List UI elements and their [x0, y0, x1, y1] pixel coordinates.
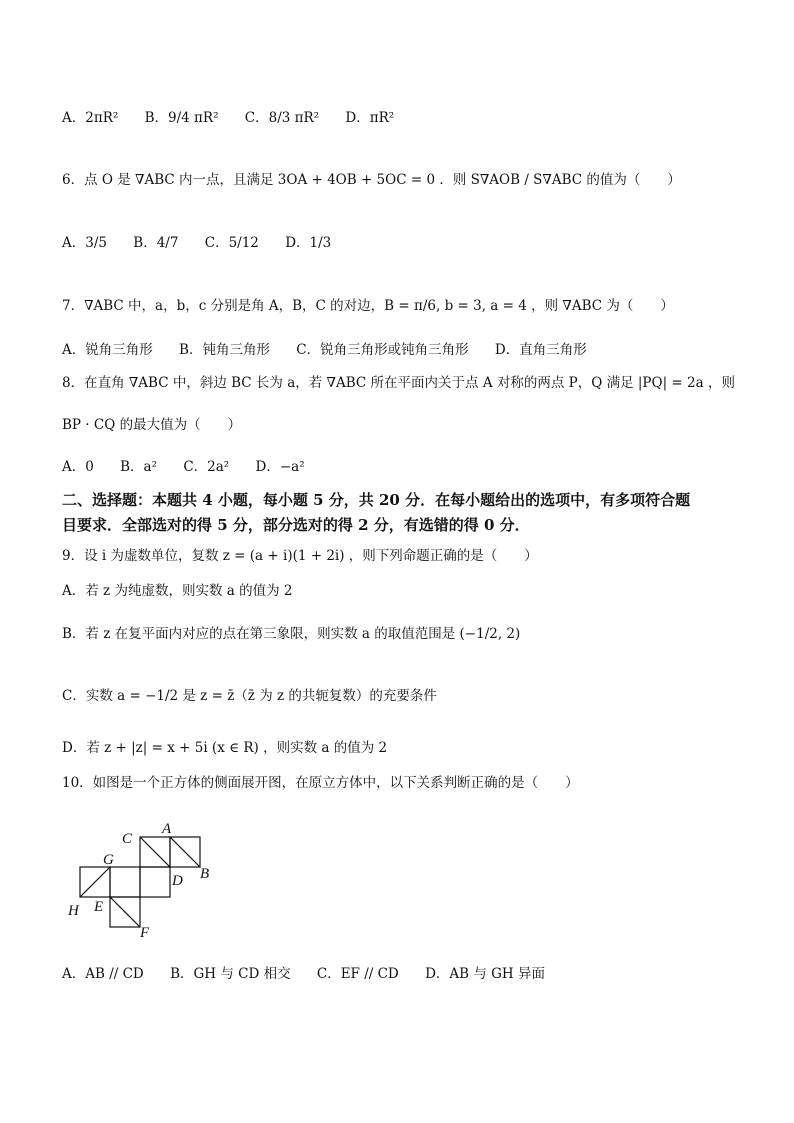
q5-option-d: D．πR²	[345, 110, 395, 126]
q9-option-d: D．若 z + |z| = x + 5i (x ∈ R) ，则实数 a 的值为 2	[62, 740, 388, 756]
q7-option-c: C．锐角三角形或钝角三角形	[296, 342, 469, 358]
q7-options	[62, 340, 609, 360]
label-a: A	[162, 821, 172, 837]
q9-stem: 9．设 i 为虚数单位，复数 z = (a + i)(1 + 2i) ，则下列命题正确的是（ ）	[62, 548, 538, 564]
label-d: D	[172, 873, 183, 889]
q10-option-d: D．AB 与 GH 异面	[425, 966, 545, 982]
q6-option-a: A．3/5	[62, 235, 107, 251]
q6-option-c: C．5/12	[204, 235, 259, 251]
q7-option-a: A．锐角三角形	[62, 342, 153, 358]
label-f: F	[140, 925, 150, 941]
q8-options	[62, 457, 327, 477]
q9-option-c: C．实数 a = −1/2 是 z = z̄（z̄ 为 z 的共轭复数）的充要条件	[62, 688, 437, 704]
q6-stem: 6．点 O 是 ∇ABC 内一点，且满足 3OA + 4OB + 5OC = 0 ．则 S∇AOB / S∇ABC 的值为（ ）	[62, 172, 681, 188]
q5-option-a: A．2πR²	[62, 110, 119, 126]
q6-option-d: D．1/3	[285, 235, 332, 251]
q10-option-b: B．GH 与 CD 相交	[170, 966, 291, 982]
q6-option-b: B．4/7	[133, 235, 179, 251]
section2-heading-line1: 二、选择题：本题共 4 小题，每小题 5 分，共 20 分．在每小题给出的选项中，有多项符合题	[62, 491, 691, 509]
q8-stem-line2: BP · CQ 的最大值为（ ）	[62, 417, 242, 433]
q8-stem-line1: 8．在直角 ∇ABC 中，斜边 BC 长为 a，若 ∇ABC 所在平面内关于点 A 对称的两点 P，Q 满足 |PQ| = 2a ，则	[62, 375, 735, 391]
label-b: B	[200, 866, 210, 882]
q8-option-d: D．−a²	[255, 459, 305, 475]
q6-options	[62, 233, 353, 253]
q5-options	[62, 108, 416, 128]
q8-option-b: B．a²	[120, 459, 158, 475]
q8-option-a: A．0	[62, 459, 94, 475]
q9-option-a: A．若 z 为纯虚数，则实数 a 的值为 2	[62, 583, 293, 599]
q5-option-c: C．8/3 πR²	[244, 110, 320, 126]
cube-net-diagram	[66, 815, 226, 945]
q5-option-b: B．9/4 πR²	[144, 110, 219, 126]
q8-option-c: C．2a²	[183, 459, 230, 475]
q9-option-b: B．若 z 在复平面内对应的点在第三象限，则实数 a 的取值范围是 (−1/2, 2)	[62, 626, 521, 642]
label-h: H	[68, 903, 79, 919]
q10-option-a: A．AB // CD	[62, 966, 144, 982]
q7-stem: 7．∇ABC 中，a，b，c 分别是角 A，B，C 的对边，B = π/6, b = 3, a = 4 ，则 ∇ABC 为（ ）	[62, 298, 674, 314]
q7-option-b: B．钝角三角形	[179, 342, 270, 358]
section2-heading-line2: 目要求．全部选对的得 5 分，部分选对的得 2 分，有选错的得 0 分．	[62, 516, 530, 534]
q10-stem: 10．如图是一个正方体的侧面展开图，在原立方体中，以下关系判断正确的是（ ）	[62, 775, 579, 791]
label-e: E	[94, 899, 104, 915]
label-c: C	[122, 831, 133, 847]
q10-options	[62, 964, 567, 984]
q7-option-d: D．直角三角形	[494, 342, 587, 358]
q10-option-c: C．EF // CD	[316, 966, 399, 982]
label-g: G	[103, 852, 114, 868]
